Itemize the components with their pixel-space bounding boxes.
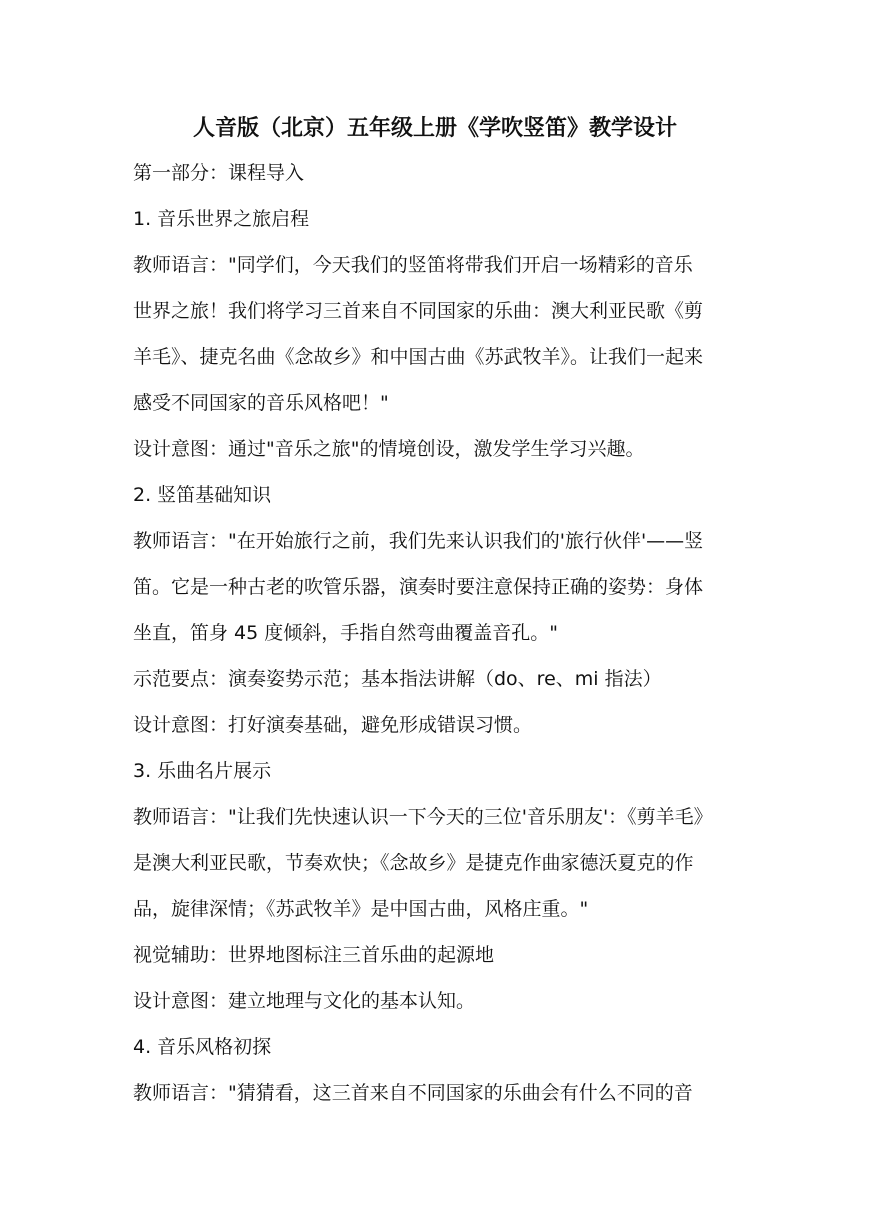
body-line: 设计意图：打好演奏基础，避免形成错误习惯。 xyxy=(133,714,533,736)
subsection-heading: 1. 音乐世界之旅启程 xyxy=(133,208,310,230)
body-line: 是澳大利亚民歌，节奏欢快；《念故乡》是捷克作曲家德沃夏克的作 xyxy=(133,852,694,874)
document-title: 人音版（北京）五年级上册《学吹竖笛》教学设计 xyxy=(192,116,677,141)
body-line: 设计意图：通过"音乐之旅"的情境创设，激发学生学习兴趣。 xyxy=(133,438,645,460)
body-line: 感受不同国家的音乐风格吧！" xyxy=(133,392,389,414)
body-line: 坐直，笛身 45 度倾斜，手指自然弯曲覆盖音孔。" xyxy=(133,622,558,644)
section-heading: 第一部分：课程导入 xyxy=(133,162,305,184)
body-line: 教师语言："在开始旅行之前，我们先来认识我们的'旅行伙伴'——竖 xyxy=(133,530,704,552)
body-line: 视觉辅助：世界地图标注三首乐曲的起源地 xyxy=(133,944,495,966)
subsection-heading: 2. 竖笛基础知识 xyxy=(133,484,272,506)
body-line: 笛。它是一种古老的吹管乐器，演奏时要注意保持正确的姿势：身体 xyxy=(133,576,704,598)
body-line: 示范要点：演奏姿势示范；基本指法讲解（do、re、mi 指法） xyxy=(133,668,662,690)
body-line: 羊毛》、捷克名曲《念故乡》和中国古曲《苏武牧羊》。让我们一起来 xyxy=(133,346,704,368)
body-line: 教师语言："让我们先快速认识一下今天的三位'音乐朋友'：《剪羊毛》 xyxy=(133,806,713,828)
body-line: 世界之旅！我们将学习三首来自不同国家的乐曲：澳大利亚民歌《剪 xyxy=(133,300,704,322)
body-line: 设计意图：建立地理与文化的基本认知。 xyxy=(133,990,476,1012)
body-line: 品，旋律深情；《苏武牧羊》是中国古曲，风格庄重。" xyxy=(133,898,589,920)
subsection-heading: 4. 音乐风格初探 xyxy=(133,1036,272,1058)
subsection-heading: 3. 乐曲名片展示 xyxy=(133,760,272,782)
body-line: 教师语言："同学们，今天我们的竖笛将带我们开启一场精彩的音乐 xyxy=(133,254,693,276)
body-line: 教师语言："猜猜看，这三首来自不同国家的乐曲会有什么不同的音 xyxy=(133,1082,693,1104)
